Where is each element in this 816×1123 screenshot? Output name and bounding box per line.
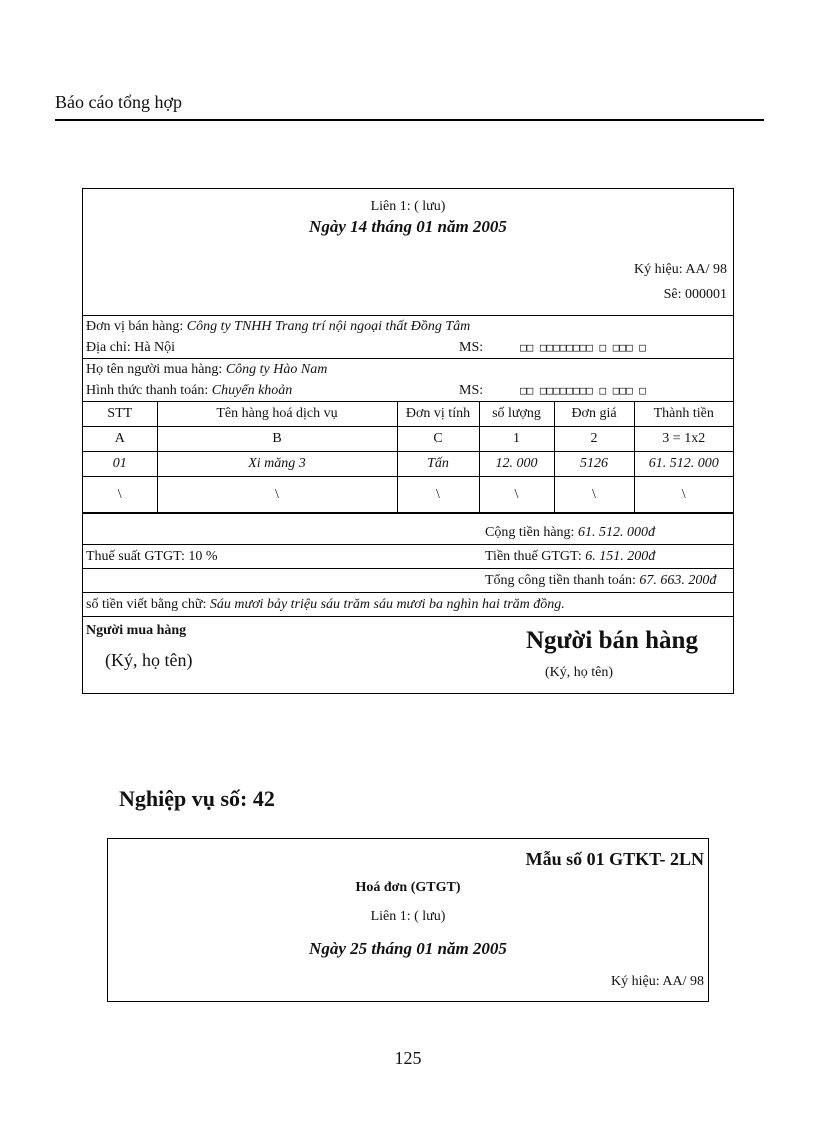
table-cell: 01 (83, 452, 157, 477)
total-goods-row (83, 513, 733, 545)
table-cell: 12. 000 (479, 452, 554, 477)
table-cell: 3 = 1x2 (634, 427, 733, 452)
column-header: Tên hàng hoá dịch vụ (157, 402, 397, 427)
column-header: Đơn giá (554, 402, 634, 427)
page-number: 125 (394, 1048, 422, 1068)
signature-area (83, 617, 733, 693)
buyer-label: Họ tên người mua hàng: (86, 362, 223, 377)
total-goods-value: 61. 512. 000đ (577, 525, 655, 540)
table-cell: \ (479, 477, 554, 513)
invoice-number: Sê: 000001 (663, 287, 727, 302)
invoice-2 (107, 838, 709, 1002)
seller-sign-label: Người bán hàng (526, 627, 698, 654)
column-header: Đơn vị tính (397, 402, 479, 427)
column-header: Thành tiền (634, 402, 733, 427)
vat-row (83, 545, 733, 569)
table-cell: 1 (479, 427, 554, 452)
buyer-sign-note: (Ký, họ tên) (105, 650, 193, 670)
table-cell: 5126 (554, 452, 634, 477)
table-cell: \ (397, 477, 479, 513)
ms2-label: MS: (459, 383, 484, 398)
table-cell: 2 (554, 427, 634, 452)
vat-label: Tiền thuế GTGT: (485, 549, 582, 564)
table-cell: B (157, 427, 397, 452)
seller-label: Đơn vị bán hàng: (86, 319, 184, 334)
invoice-2-copy: Liên 1: ( lưu) (370, 909, 446, 924)
table-row-empty (83, 477, 733, 513)
table-cell: Tấn (397, 452, 479, 477)
amount-words-label: số tiền viết bằng chữ: (86, 597, 207, 612)
address-row (83, 337, 733, 359)
column-header: STT (83, 402, 157, 427)
amount-words-row (83, 593, 733, 617)
table-cell: 61. 512. 000 (634, 452, 733, 477)
invoice-1-header (83, 189, 733, 316)
table-cell: \ (83, 477, 157, 513)
invoice-symbol: Ký hiệu: AA/ 98 (634, 262, 727, 277)
invoice-1 (82, 188, 734, 694)
invoice-2-date: Ngày 25 tháng 01 năm 2005 (309, 939, 507, 958)
amount-words-value: Sáu mươi bảy triệu sáu trăm sáu mươi ba nghìn hai trăm đồng. (209, 597, 565, 612)
report-title: Báo cáo tổng hợp (55, 92, 182, 112)
ms2-value: □□ □□□□□□□□ □ □□□ □ (520, 384, 646, 397)
seller-sign-note: (Ký, họ tên) (545, 665, 614, 680)
invoice-2-title: Hoá đơn (GTGT) (355, 880, 461, 895)
payment-row (83, 380, 733, 402)
grand-total-value: 67. 663. 200đ (639, 573, 717, 588)
buyer-row (83, 359, 733, 380)
table-row (83, 452, 733, 477)
form-number: Mẫu số 01 GTKT- 2LN (525, 849, 704, 869)
payment-label: Hình thức thanh toán: (86, 383, 209, 398)
vat-value: 6. 151. 200đ (585, 549, 656, 564)
table-cell: \ (634, 477, 733, 513)
column-header: số lượng (479, 402, 554, 427)
items-table (83, 402, 733, 513)
total-goods-label: Cộng tiền hàng: (485, 525, 575, 540)
payment-value: Chuyển khoản (211, 383, 293, 398)
ms-value: □□ □□□□□□□□ □ □□□ □ (520, 341, 646, 354)
grand-total-row (83, 569, 733, 593)
operation-number: Nghiệp vụ số: 42 (119, 786, 275, 811)
table-code-row (83, 427, 733, 452)
table-header-row (83, 402, 733, 427)
table-cell: Xi măng 3 (157, 452, 397, 477)
vat-rate: Thuế suất GTGT: 10 % (86, 549, 218, 564)
table-cell: C (397, 427, 479, 452)
invoice-2-symbol: Ký hiệu: AA/ 98 (611, 974, 704, 989)
invoice-copy: Liên 1: ( lưu) (370, 199, 446, 214)
address-text: Địa chỉ: Hà Nội (86, 340, 176, 355)
buyer-sign-label: Người mua hàng (86, 623, 187, 638)
buyer-value: Công ty Hào Nam (225, 362, 328, 377)
grand-total-label: Tổng công tiền thanh toán: (485, 573, 636, 588)
table-cell: A (83, 427, 157, 452)
table-cell: \ (554, 477, 634, 513)
ms-label: MS: (459, 340, 484, 355)
invoice-date: Ngày 14 tháng 01 năm 2005 (309, 217, 507, 236)
seller-row (83, 316, 733, 337)
table-cell: \ (157, 477, 397, 513)
seller-value: Công ty TNHH Trang trí nội ngoại thất Đồng Tâm (186, 319, 471, 334)
header-divider (55, 119, 764, 121)
